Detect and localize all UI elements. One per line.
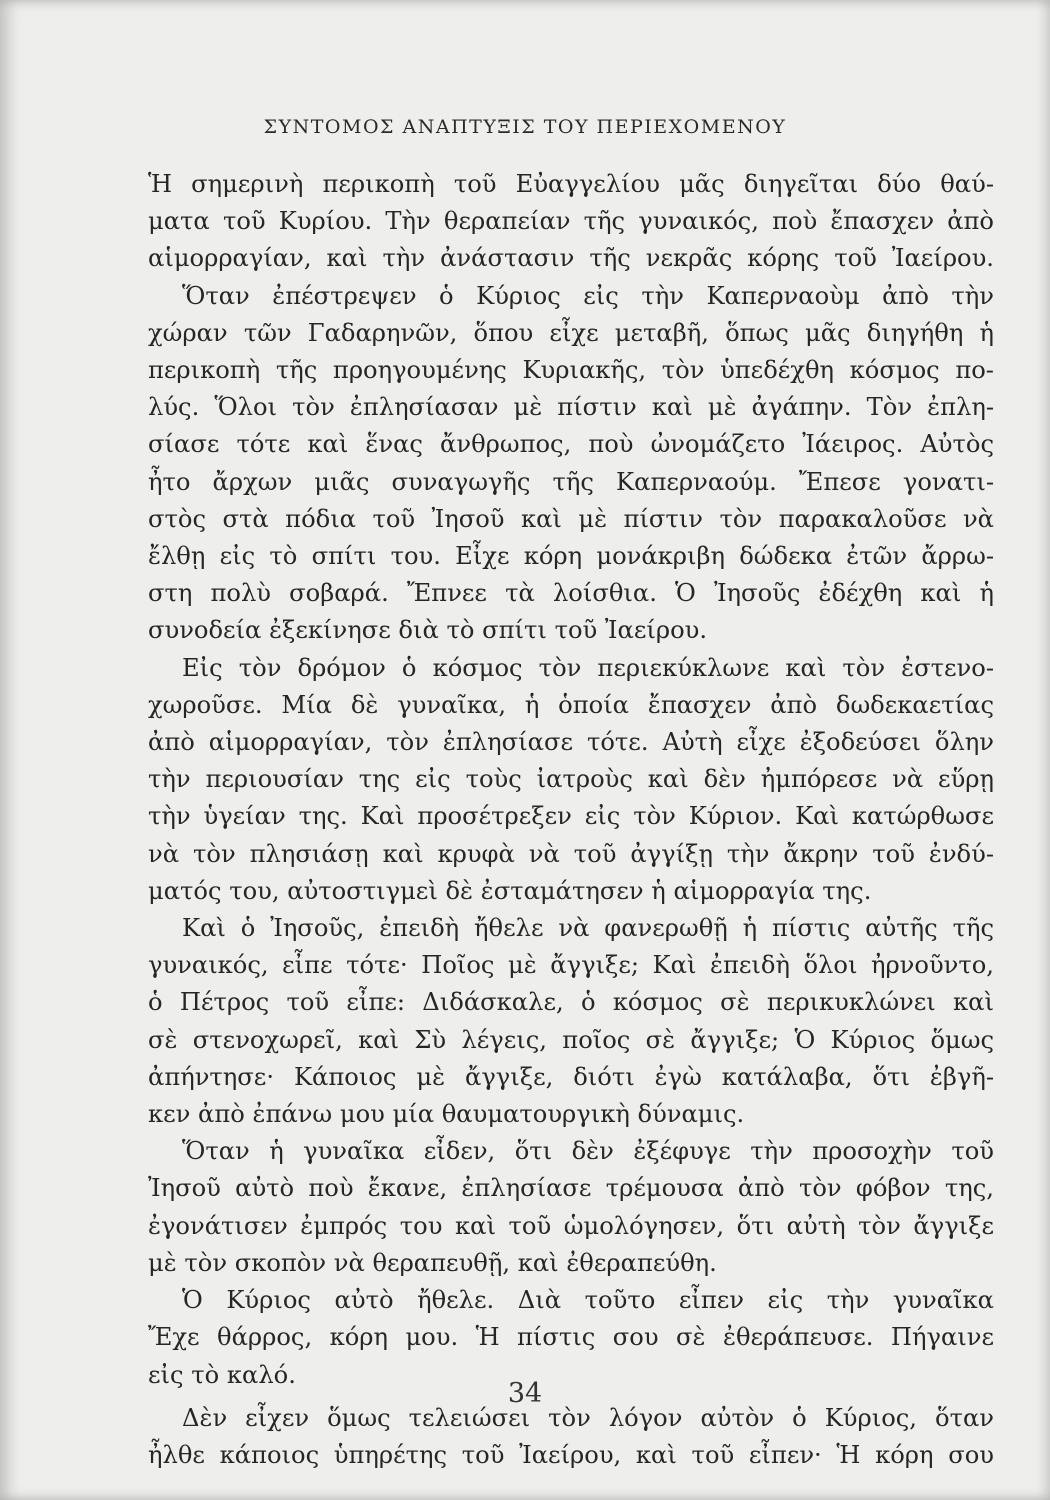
text-line: ἔλθῃ εἰς τὸ σπίτι του. Εἶχε κόρη μονάκριβη δώδεκα ἐτῶν ἄρρω- [148,542,994,571]
text-line: συνοδεία ἐξεκίνησε διὰ τὸ σπίτι τοῦ Ἰαείρου. [148,616,708,645]
text-line: ἀπήντησε· Κάποιος μὲ ἄγγιξε, διότι ἐγὼ κατάλαβα, ὅτι ἐβγῆ- [148,1062,994,1091]
text-line: χωροῦσε. Μία δὲ γυναῖκα, ἡ ὁποία ἔπασχεν ἀπὸ δωδεκαετίας [148,690,994,719]
text-line: τὴν ὑγείαν της. Καὶ προσέτρεξεν εἰς τὸν Κύριον. Καὶ κατώρθωσε [148,802,994,831]
running-head: ΣΥΝΤΟΜΟΣ ΑΝΑΠΤΥΞΙΣ ΤΟΥ ΠΕΡΙΕΧΟΜΕΝΟΥ [263,116,787,138]
text-line: Ἰησοῦ αὐτὸ ποὺ ἔκανε, ἐπλησίασε τρέμουσα ἀπὸ τὸν φόβον της, [148,1174,994,1203]
text-line: στη πολὺ σοβαρά. Ἔπνεε τὰ λοίσθια. Ὁ Ἰησοῦς ἐδέχθη καὶ ἡ [148,579,994,608]
text-line: νὰ τὸν πλησιάσῃ καὶ κρυφὰ νὰ τοῦ ἀγγίξῃ τὴν ἄκρην τοῦ ἐνδύ- [148,839,994,868]
body-text [148,166,994,1474]
text-line: Καὶ ὁ Ἰησοῦς, ἐπειδὴ ἤθελε νὰ φανερωθῇ ἡ πίστις αὐτῆς τῆς [182,914,994,943]
text-line: σίασε τότε καὶ ἕνας ἄνθρωπος, ποὺ ὠνομάζετο Ἰάειρος. Αὐτὸς [148,430,994,459]
page-number: 34 [507,1378,543,1409]
text-line: ματός του, αὐτοστιγμεὶ δὲ ἐσταμάτησεν ἡ αἱμορραγία της. [148,876,872,905]
text-line: Ὁ Κύριος αὐτὸ ἤθελε. Διὰ τοῦτο εἶπεν εἰς τὴν γυναῖκα [182,1286,994,1315]
text-line: μὲ τὸν σκοπὸν νὰ θεραπευθῇ, καὶ ἐθεραπεύθη. [148,1248,717,1277]
text-line: στὸς στὰ πόδια τοῦ Ἰησοῦ καὶ μὲ πίστιν τὸν παρακαλοῦσε νὰ [148,504,994,533]
text-line: ἦτο ἄρχων μιᾶς συναγωγῆς τῆς Καπερναούμ. Ἔπεσε γονατι- [148,467,994,496]
text-line: περικοπὴ τῆς προηγουμένης Κυριακῆς, τὸν ὑπεδέχθη κόσμος πο- [148,356,994,385]
text-line: γυναικός, εἶπε τότε· Ποῖος μὲ ἄγγιξε; Καὶ ἐπειδὴ ὅλοι ἠρνοῦντο, [148,951,994,980]
text-line: εἰς τὸ καλό. [148,1360,296,1389]
text-line: κεν ἀπὸ ἐπάνω μου μία θαυματουργικὴ δύναμις. [148,1100,745,1129]
text-line: ἐγονάτισεν ἐμπρός του καὶ τοῦ ὡμολόγησεν, ὅτι αὐτὴ τὸν ἄγγιξε [148,1211,994,1240]
text-line: σὲ στενοχωρεῖ, καὶ Σὺ λέγεις, ποῖος σὲ ἄγγιξε; Ὁ Κύριος ὅμως [148,1025,994,1054]
text-line: τὴν περιουσίαν της εἰς τοὺς ἰατροὺς καὶ δὲν ἠμπόρεσε νὰ εὕρῃ [148,765,994,794]
text-line: Εἰς τὸν δρόμον ὁ κόσμος τὸν περιεκύκλωνε καὶ τὸν ἐστενο- [182,653,994,682]
text-line: Ἔχε θάρρος, κόρη μου. Ἡ πίστις σου σὲ ἐθεράπευσε. Πήγαινε [148,1323,994,1352]
text-line: ματα τοῦ Κυρίου. Τὴν θεραπείαν τῆς γυναικός, ποὺ ἔπασχεν ἀπὸ [148,207,994,236]
text-line: Δὲν εἶχεν ὅμως τελειώσει τὸν λόγον αὐτὸν ὁ Κύριος, ὅταν [182,1403,994,1432]
text-line: Ὅταν ἡ γυναῖκα εἶδεν, ὅτι δὲν ἐξέφυγε τὴν προσοχὴν τοῦ [182,1137,994,1166]
text-line: αἱμορραγίαν, καὶ τὴν ἀνάστασιν τῆς νεκρᾶς κόρης τοῦ Ἰαείρου. [148,244,994,273]
text-line: ἀπὸ αἱμορραγίαν, τὸν ἐπλησίασε τότε. Αὐτὴ εἶχε ἐξοδεύσει ὅλην [148,728,994,757]
text-line: ὁ Πέτρος τοῦ εἶπε: Διδάσκαλε, ὁ κόσμος σὲ περικυκλώνει καὶ [148,988,994,1017]
text-line: Ὅταν ἐπέστρεψεν ὁ Κύριος εἰς τὴν Καπερναοὺμ ἀπὸ τὴν [182,281,994,310]
text-line: λύς. Ὅλοι τὸν ἐπλησίασαν μὲ πίστιν καὶ μὲ ἀγάπην. Τὸν ἐπλη- [148,393,994,422]
text-line: Ἡ σημερινὴ περικοπὴ τοῦ Εὐαγγελίου μᾶς διηγεῖται δύο θαύ- [148,170,994,198]
text-line: ἦλθε κάποιος ὑπηρέτης τοῦ Ἰαείρου, καὶ τοῦ εἶπεν· Ἡ κόρη σου [148,1440,994,1469]
text-line: χώραν τῶν Γαδαρηνῶν, ὅπου εἶχε μεταβῆ, ὅπως μᾶς διηγήθη ἡ [148,318,994,347]
